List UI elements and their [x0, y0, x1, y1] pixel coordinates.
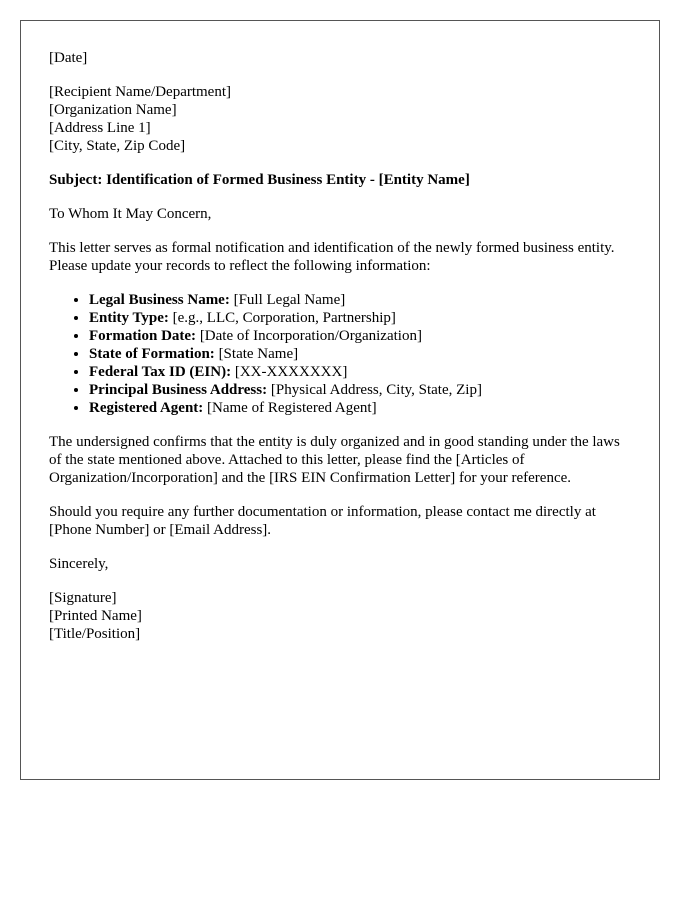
recipient-city-state-zip: [City, State, Zip Code] — [49, 138, 186, 154]
recipient-address-block — [49, 83, 631, 155]
detail-value: [Physical Address, City, State, Zip] — [267, 382, 482, 398]
detail-label: State of Formation: — [89, 346, 215, 362]
recipient-address-line-1: [Address Line 1] — [49, 120, 151, 136]
detail-label: Registered Agent: — [89, 400, 204, 416]
detail-value: [State Name] — [214, 346, 299, 362]
letter-page — [20, 20, 660, 780]
detail-label: Legal Business Name: — [89, 292, 230, 308]
detail-item-legal-name — [89, 291, 631, 309]
detail-item-state-of-formation — [89, 345, 631, 363]
detail-value: [Date of Incorporation/Organization] — [196, 328, 422, 344]
detail-value: [e.g., LLC, Corporation, Partnership] — [168, 310, 396, 326]
confirmation-paragraph: The undersigned confirms that the entity is duly organized and in good standing under the laws of the state mentioned above. Attached to this letter, please find the [Articles of Organization/Incorporation] and the [IRS EIN Confirmation Letter] for your reference. — [49, 434, 620, 486]
detail-item-formation-date — [89, 327, 631, 345]
title-position: [Title/Position] — [49, 626, 141, 642]
detail-value: [Name of Registered Agent] — [203, 400, 377, 416]
detail-item-principal-address — [89, 381, 631, 399]
entity-details-list — [49, 291, 631, 417]
detail-label: Formation Date: — [89, 328, 197, 344]
recipient-name-department: [Recipient Name/Department] — [49, 84, 232, 100]
detail-label: Federal Tax ID (EIN): — [89, 364, 232, 380]
detail-label: Entity Type: — [89, 310, 169, 326]
detail-item-entity-type — [89, 309, 631, 327]
contact-paragraph: Should you require any further documentation or information, please contact me directly at [Phone Number] or [Email Address]. — [49, 504, 596, 538]
signature-placeholder: [Signature] — [49, 590, 117, 606]
signature-block — [49, 589, 631, 643]
date-text: [Date] — [49, 50, 88, 66]
salutation: To Whom It May Concern, — [49, 206, 212, 222]
detail-item-federal-tax-id — [89, 363, 631, 381]
subject-line: Subject: Identification of Formed Business Entity - [Entity Name] — [49, 172, 470, 188]
detail-value: [XX-XXXXXXX] — [231, 364, 348, 380]
recipient-organization: [Organization Name] — [49, 102, 177, 118]
intro-paragraph: This letter serves as formal notification and identification of the newly formed business entity. Please update your records to reflect the following information: — [49, 240, 615, 274]
detail-value: [Full Legal Name] — [229, 292, 346, 308]
printed-name: [Printed Name] — [49, 608, 142, 624]
detail-label: Principal Business Address: — [89, 382, 268, 398]
letter-date — [49, 49, 631, 67]
detail-item-registered-agent — [89, 399, 631, 417]
closing: Sincerely, — [49, 556, 109, 572]
